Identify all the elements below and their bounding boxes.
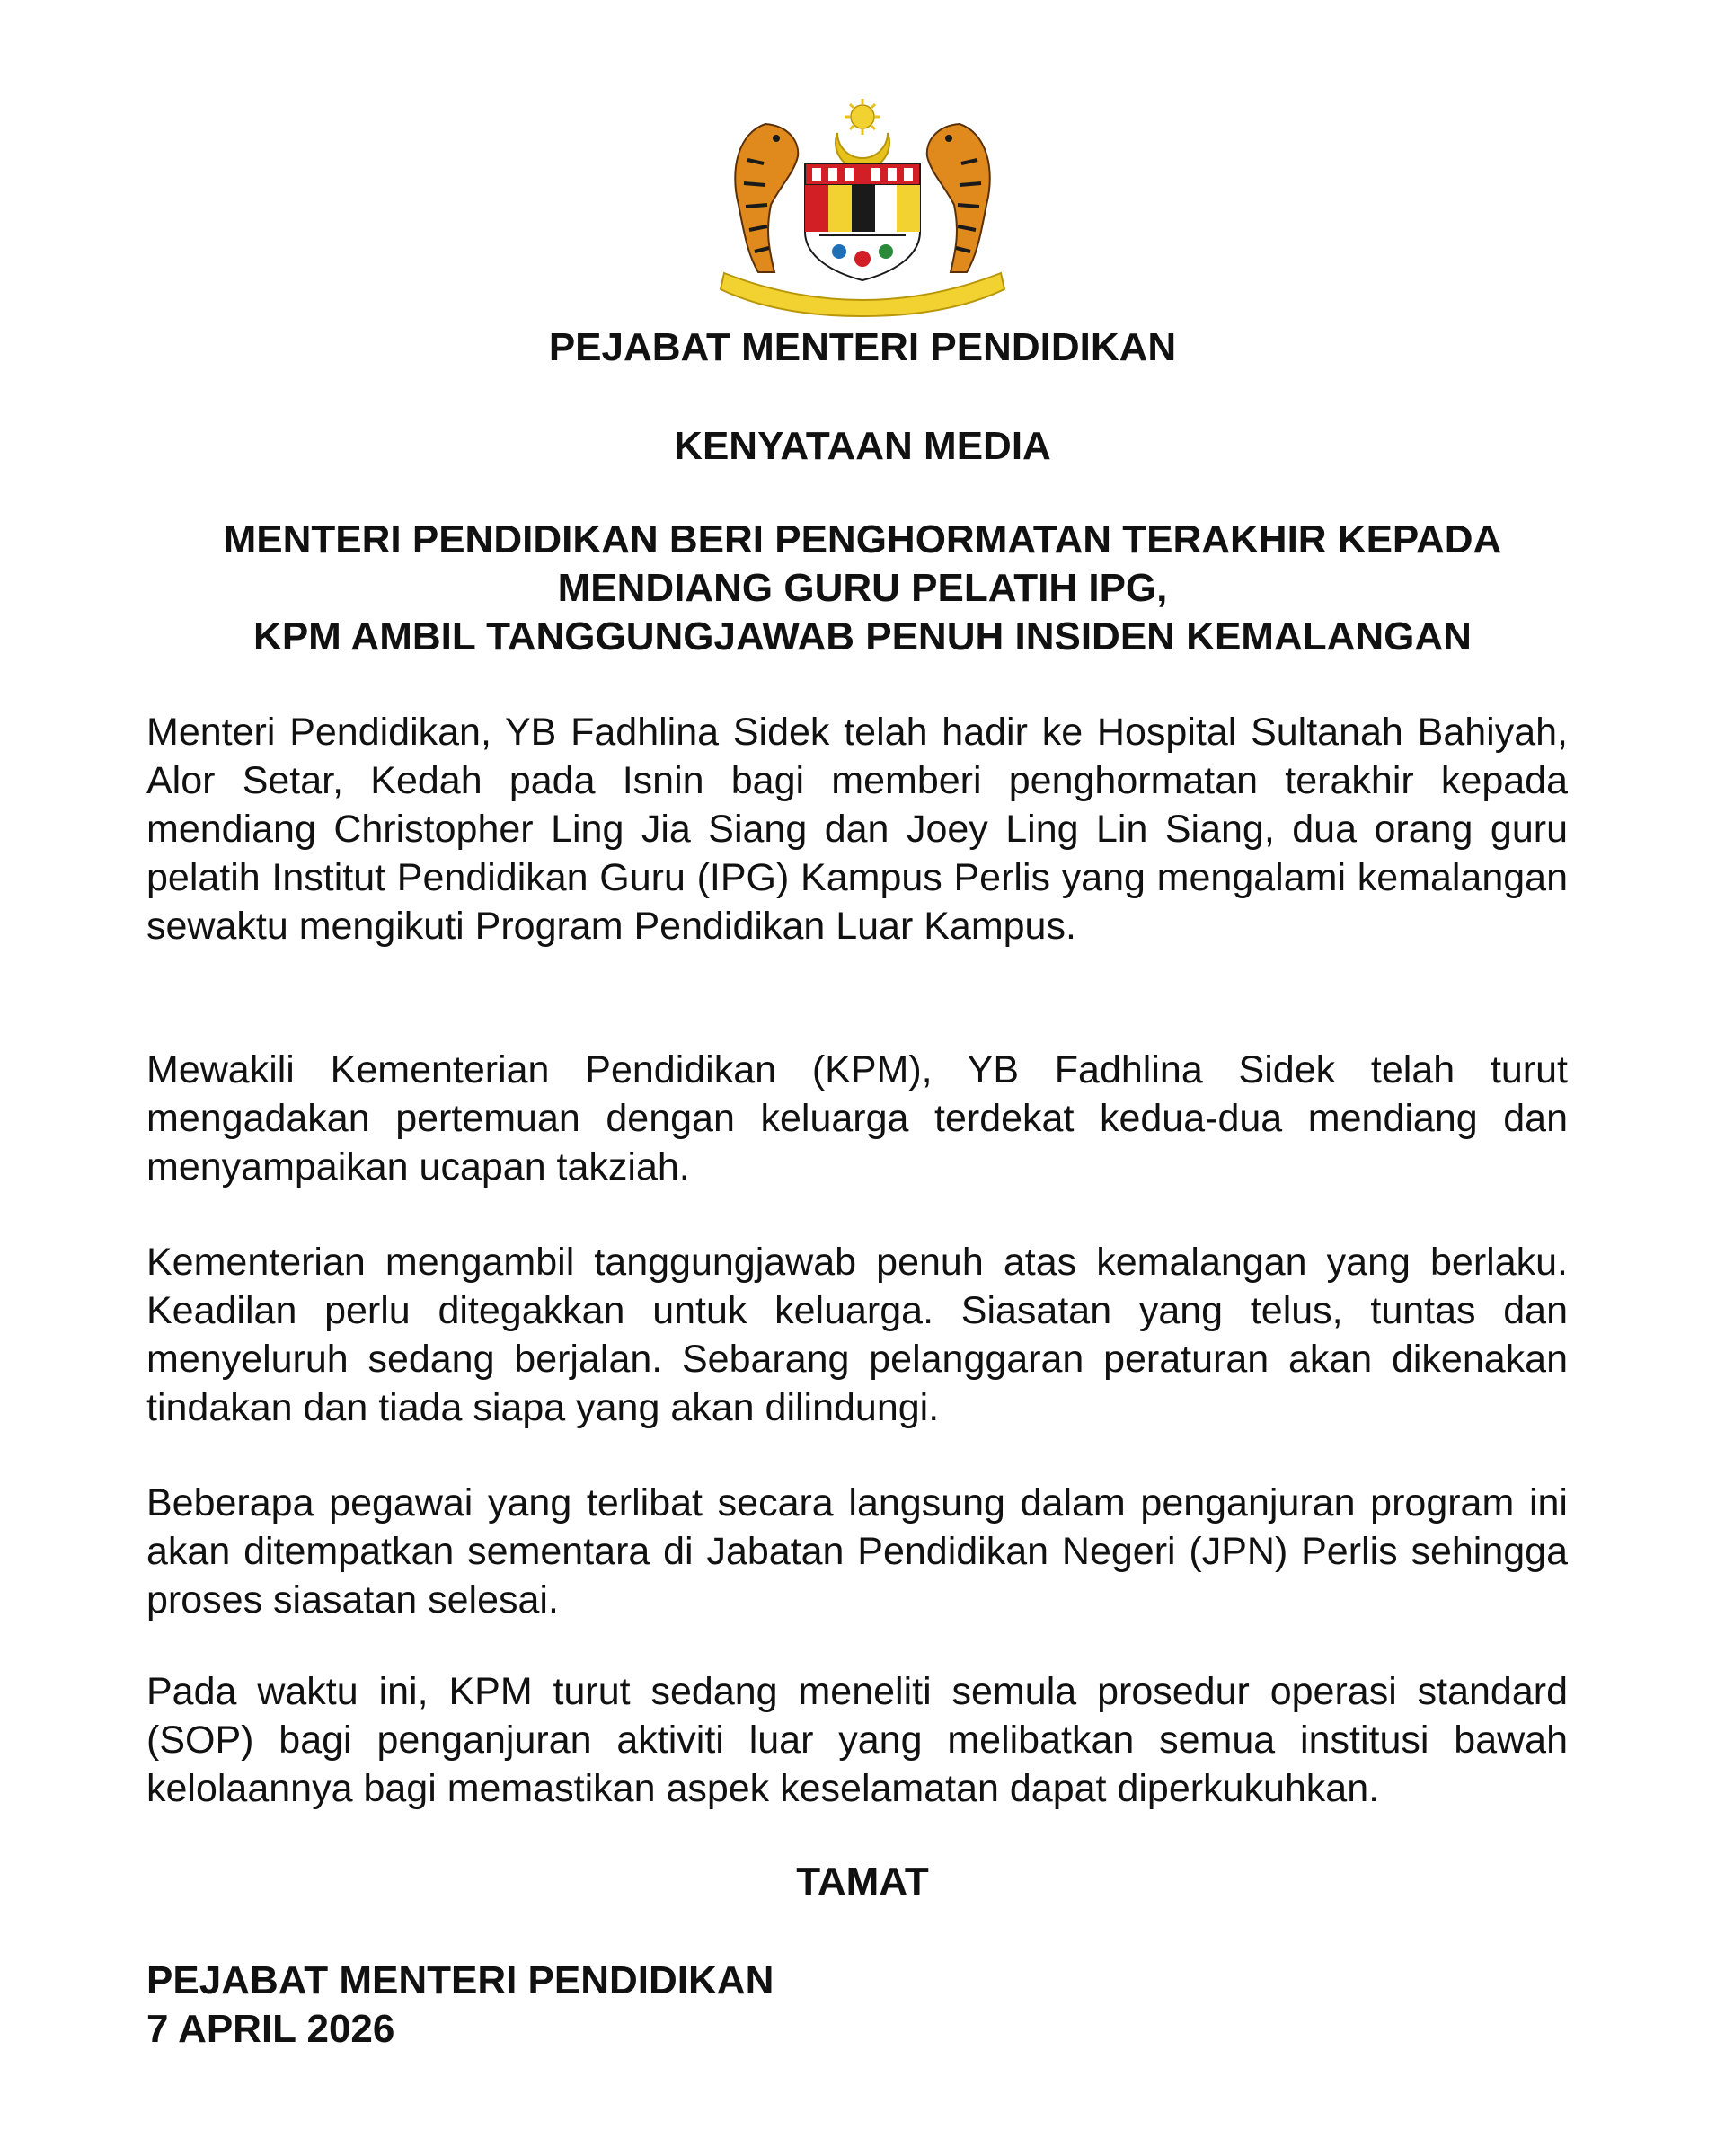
office-heading: PEJABAT MENTERI PENDIDIKAN — [548, 325, 1177, 369]
signoff-office: PEJABAT MENTERI PENDIDIKAN — [146, 1958, 774, 2002]
body-paragraph: Mewakili Kementerian Pendidikan (KPM), YB Fadhlina Sidek telah turut mengadakan pertemuan dengan keluarga terdekat kedua-dua mendiang dan menyampaikan ucapan takziah. — [146, 1048, 1568, 1188]
title-line: MENDIANG GURU PELATIH IPG, — [557, 566, 1168, 610]
body-paragraph: Kementerian mengambil tanggungjawab penuh atas kemalangan yang berlaku. Keadilan perlu ditegakkan untuk keluarga. Siasatan yang telus, tuntas dan menyeluruh sedang berjalan. Sebarang pelanggaran peraturan akan dikenakan tindakan dan tiada siapa yang akan dilindungi. — [146, 1241, 1568, 1429]
release-date: 7 APRIL 2026 — [146, 2007, 395, 2051]
title-line: MENTERI PENDIDIKAN BERI PENGHORMATAN TERAKHIR KEPADA — [223, 517, 1502, 561]
press-release-title — [0, 516, 1725, 661]
end-mark: TAMAT — [796, 1860, 929, 1904]
title-line: KPM AMBIL TANGGUNGJAWAB PENUH INSIDEN KEMALANGAN — [253, 614, 1472, 658]
signoff-block — [146, 1957, 774, 2054]
body-paragraph: Menteri Pendidikan, YB Fadhlina Sidek telah hadir ke Hospital Sultanah Bahiyah, Alor Setar, Kedah pada Isnin bagi memberi penghormatan terakhir kepada mendiang Christopher Ling Jia Siang dan Joey Ling Lin Siang, dua orang guru pelatih Institut Pendidikan Guru (IPG) Kampus Perlis yang mengalami kemalangan sewaktu mengikuti Program Pendidikan Luar Kampus. — [146, 711, 1568, 948]
body-paragraph: Pada waktu ini, KPM turut sedang meneliti semula prosedur operasi standard (SOP) bagi penganjuran aktiviti luar yang melibatkan semua institusi bawah kelolaannya bagi memastikan aspek keselamatan dapat diperkukuhkan. — [146, 1670, 1568, 1810]
body-paragraph: Beberapa pegawai yang terlibat secara langsung dalam penganjuran program ini akan ditempatkan sementara di Jabatan Pendidikan Negeri (JPN) Perlis sehingga proses siasatan selesai. — [146, 1481, 1568, 1621]
statement-type-heading: KENYATAAN MEDIA — [674, 424, 1051, 468]
malaysia-coat-of-arms-icon — [712, 97, 1013, 318]
